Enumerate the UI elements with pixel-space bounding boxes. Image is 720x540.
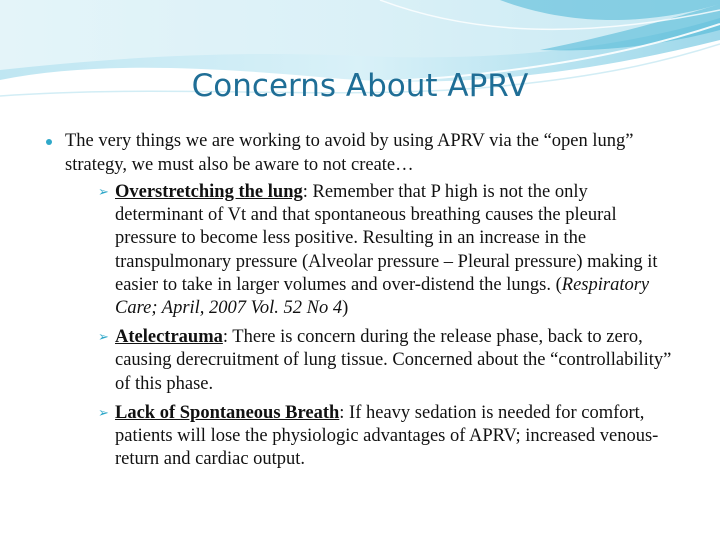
arrow-bullet-icon: ➢ — [98, 185, 109, 200]
citation: Respiratory Care; April, 2007 Vol. 52 No 4 — [115, 274, 650, 319]
subpoint-text: : There is concern during the release phase, back to zero, causing derecruitment of lung tissue. Concerned about the “controllability” of this phase. — [115, 327, 672, 394]
main-bullet-text: The very things we are working to avoid by using APRV via the “open lung” strategy, we must also be aware to not create… — [65, 131, 634, 175]
subpoint-overstretching — [96, 181, 672, 320]
subpoint-atelectrauma — [96, 326, 672, 396]
slide-body — [44, 130, 672, 471]
arrow-bullet-icon: ➢ — [98, 330, 109, 346]
main-bullet — [44, 130, 672, 471]
subpoint-term: Overstretching the lung — [115, 182, 303, 202]
subpoint-spontaneous-breath — [96, 402, 672, 472]
subpoint-term: Atelectrauma — [115, 327, 223, 348]
subpoint-text: : If heavy sedation is needed for comfort, patients will lose the physiologic advantages of APRV; increased venous-return and cardiac output. — [115, 402, 659, 470]
bullet-dot-icon — [46, 139, 52, 145]
arrow-bullet-icon: ➢ — [98, 405, 109, 421]
slide-title: Concerns About APRV — [191, 68, 529, 104]
subpoint-text: : Remember that P high is not the only determinant of Vt and that spontaneous breathing causes the pleural pressure to become less positive. Resulting in an increase in the transpulmonary pressure (Alveolar pressure – Pleural pressure) making it easier to take in larger volumes and over-distend the lungs. ( — [115, 182, 658, 295]
citation-close: ) — [342, 298, 349, 319]
subpoint-term: Lack of Spontaneous Breath — [115, 402, 340, 423]
